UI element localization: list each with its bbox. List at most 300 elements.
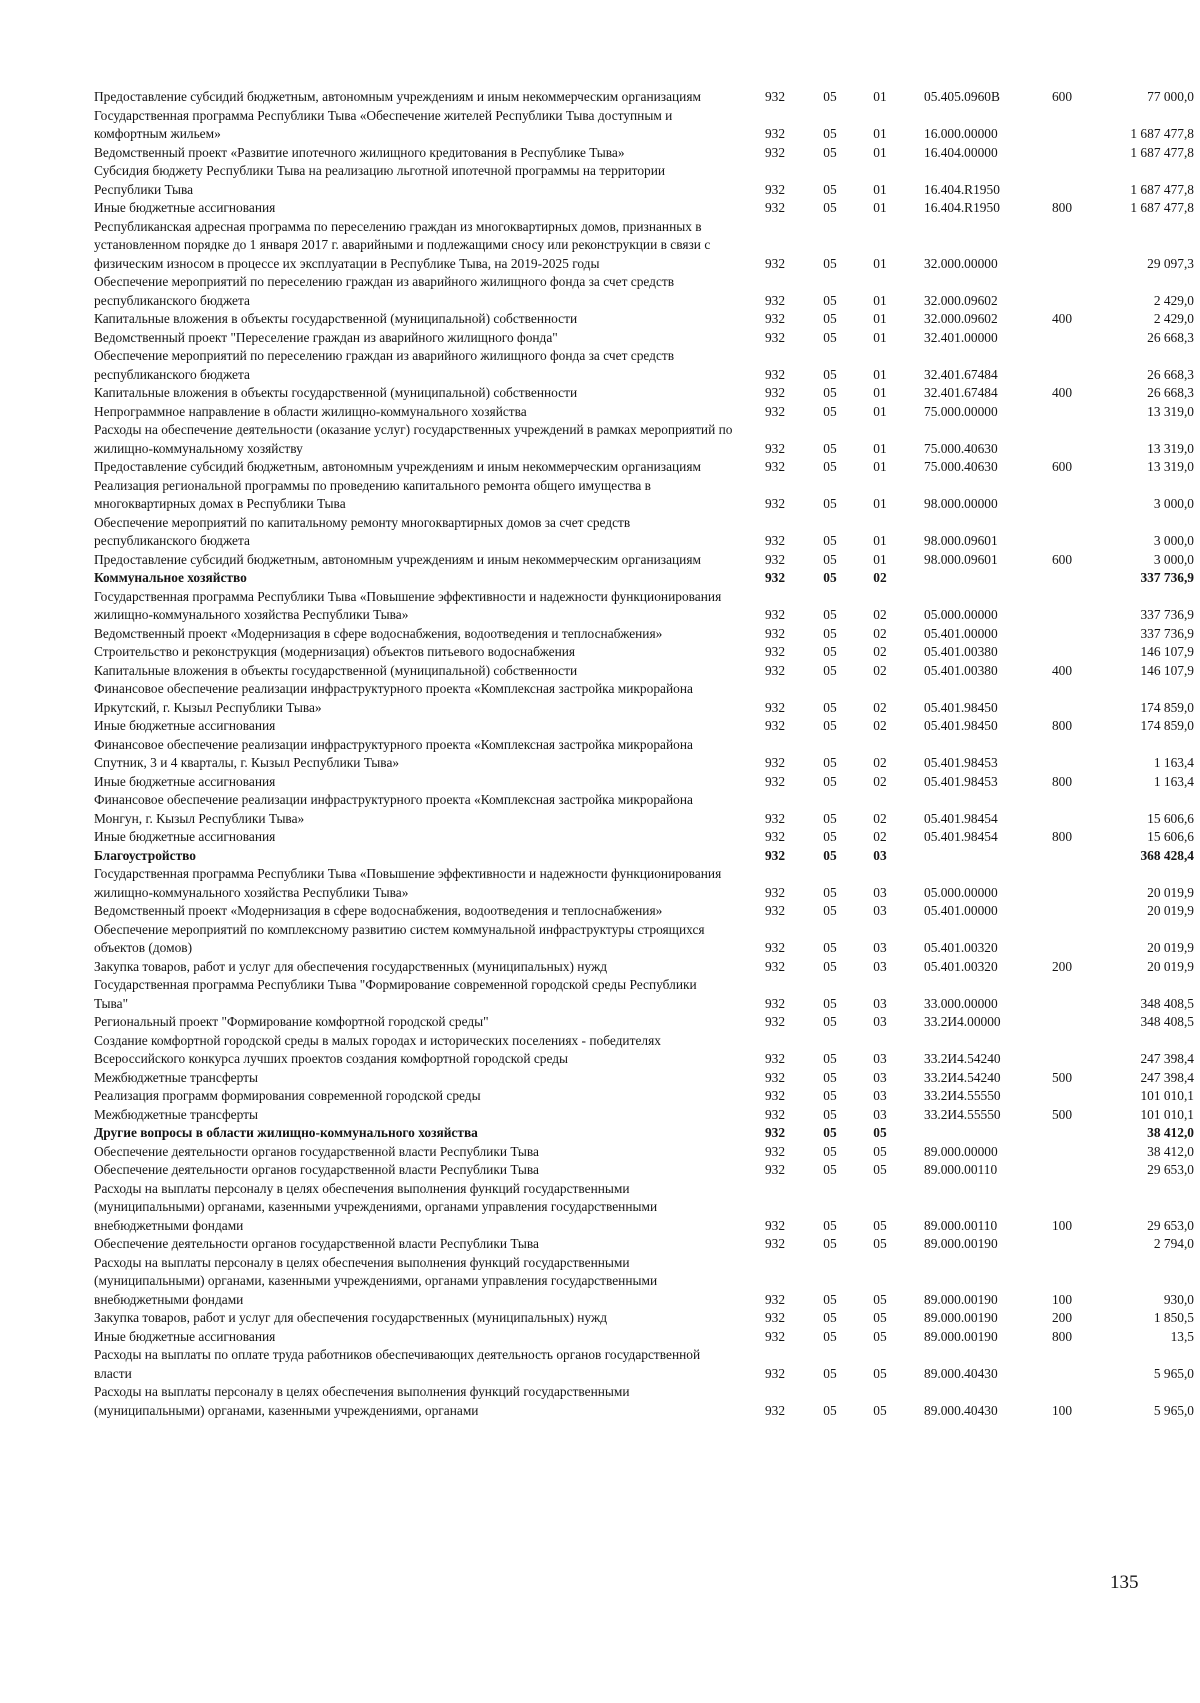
ved-code: 932 (764, 903, 786, 918)
row-name: Субсидия бюджету Республики Тыва на реализацию льготной ипотечной программы на территории Республики Тыва (94, 163, 666, 197)
row-name: Предоставление субсидий бюджетным, автономным учреждениям и иным некоммерческим организациям (94, 89, 701, 104)
subsection-code: 01 (873, 496, 887, 511)
ved-code: 932 (764, 311, 786, 326)
section-code: 05 (823, 1402, 837, 1418)
target-article-code: 16.404.R1950 (924, 181, 1000, 197)
target-article-code: 89.000.00190 (924, 1236, 998, 1251)
expense-type-code (1040, 736, 1084, 773)
table-row (94, 347, 1194, 384)
section-code: 05 (823, 644, 837, 659)
target-article-code: 05.401.00320 (924, 940, 998, 955)
section-code: 05 (823, 496, 837, 511)
amount: 2 429,0 (1153, 311, 1194, 326)
subsection-code: 01 (873, 440, 887, 456)
target-article-code: 33.2И4.54240 (924, 1069, 1001, 1085)
row-name: Финансовое обеспечение реализации инфраструктурного проекта «Комплексная застройка микрорайона Иркутский, г. Кызыл Республики Тыва» (94, 681, 693, 715)
ved-code: 932 (764, 1051, 786, 1066)
section-code: 05 (823, 884, 837, 900)
row-name: Реализация программ формирования современной городской среды (94, 1088, 481, 1103)
target-article-code: 89.000.00190 (924, 1291, 998, 1307)
target-article-code (910, 847, 1040, 866)
row-name: Обеспечение деятельности органов государственной власти Республики Тыва (94, 1162, 539, 1177)
ved-code: 932 (764, 255, 786, 271)
row-name: Обеспечение мероприятий по комплексному развитию систем коммунальной инфраструктуры строящихся объектов (домов) (94, 921, 705, 955)
row-name: Ведомственный проект "Переселение граждан из аварийного жилищного фонда" (94, 329, 558, 345)
amount: 5 965,0 (1153, 1402, 1194, 1418)
expense-type-code (1040, 218, 1084, 274)
table-section-row (94, 847, 1194, 866)
target-article-code: 33.2И4.55550 (924, 1088, 1001, 1103)
target-article-code: 89.000.00110 (924, 1217, 998, 1233)
amount: 29 653,0 (1147, 1217, 1194, 1233)
target-article-code (910, 1124, 1040, 1143)
amount: 930,0 (1163, 1291, 1194, 1307)
row-name: Капитальные вложения в объекты государственной (муниципальной) собственности (94, 311, 578, 326)
amount: 2 794,0 (1153, 1236, 1194, 1251)
table-row (94, 1087, 1194, 1106)
target-article-code: 05.000.00000 (924, 884, 998, 900)
ved-code: 932 (764, 773, 786, 789)
table-row (94, 107, 1194, 144)
section-code: 05 (823, 144, 837, 160)
target-article-code: 89.000.00190 (924, 1310, 998, 1325)
target-article-code: 89.000.00190 (924, 1328, 998, 1344)
section-code: 05 (823, 126, 837, 141)
ved-code: 932 (764, 718, 786, 733)
expense-type-code: 800 (1051, 829, 1073, 844)
table-row (94, 958, 1194, 977)
section-code: 05 (823, 570, 837, 585)
amount: 26 668,3 (1147, 385, 1194, 400)
ved-code: 932 (764, 995, 786, 1011)
expense-type-code: 400 (1051, 311, 1073, 326)
section-code: 05 (823, 1365, 837, 1381)
ved-code: 932 (764, 1088, 786, 1103)
row-name: Ведомственный проект «Развитие ипотечного жилищного кредитования в Республике Тыва» (94, 144, 625, 160)
row-name: Государственная программа Республики Тыва «Обеспечение жителей Республики Тыва доступным и комфортным жильем» (94, 107, 673, 141)
ved-code: 932 (764, 607, 786, 622)
section-code: 05 (823, 1236, 837, 1251)
expense-type-code (1040, 847, 1084, 866)
row-name: Обеспечение мероприятий по переселению граждан из аварийного жилищного фонда за счет средств республиканского бюджета (94, 348, 675, 382)
subsection-code: 02 (873, 829, 887, 844)
section-code: 05 (823, 995, 837, 1011)
table-row (94, 1235, 1194, 1254)
subsection-code: 05 (873, 1143, 887, 1159)
expense-type-code: 100 (1051, 1217, 1073, 1233)
subsection-code: 03 (873, 1088, 887, 1103)
row-name: Государственная программа Республики Тыва «Повышение эффективности и надежности функционирования жилищно-коммунального хозяйства Республики Тыва» (94, 866, 722, 900)
row-name: Финансовое обеспечение реализации инфраструктурного проекта «Комплексная застройка микрорайона Спутник, 3 и 4 кварталы, г. Кызыл Республики Тыва» (94, 736, 693, 770)
table-row (94, 199, 1194, 218)
section-code: 05 (823, 940, 837, 955)
amount: 26 668,3 (1147, 366, 1194, 382)
row-name: Региональный проект "Формирование комфортной городской среды" (94, 1014, 489, 1029)
expense-type-code (1040, 477, 1084, 514)
target-article-code: 05.401.98450 (924, 718, 998, 733)
expense-type-code (1040, 1161, 1084, 1180)
subsection-code: 05 (873, 1328, 887, 1344)
section-code: 05 (823, 1051, 837, 1066)
expense-type-code (1040, 162, 1084, 199)
target-article-code: 05.405.0960В (924, 89, 1000, 104)
subsection-code: 05 (873, 1291, 887, 1307)
ved-code: 932 (764, 1291, 786, 1307)
section-code: 05 (823, 607, 837, 622)
target-article-code: 32.401.67484 (924, 366, 998, 382)
row-name: Коммунальное хозяйство (94, 570, 247, 585)
table-row (94, 477, 1194, 514)
ved-code: 932 (764, 662, 786, 678)
target-article-code: 05.401.00380 (924, 662, 998, 678)
table-row (94, 736, 1194, 773)
ved-code: 932 (764, 1125, 786, 1140)
row-name: Иные бюджетные ассигнования (94, 718, 276, 733)
amount: 13 319,0 (1147, 440, 1194, 456)
table-row (94, 588, 1194, 625)
section-code: 05 (823, 699, 837, 715)
amount: 5 965,0 (1153, 1365, 1194, 1381)
table-row (94, 1180, 1194, 1236)
row-name: Капитальные вложения в объекты государственной (муниципальной) собственности (94, 385, 578, 400)
expense-type-code (1040, 347, 1084, 384)
row-name: Государственная программа Республики Тыва «Повышение эффективности и надежности функционирования жилищно-коммунального хозяйства Республики Тыва» (94, 588, 722, 622)
ved-code: 932 (764, 1143, 786, 1159)
expense-type-code (1040, 1087, 1084, 1106)
subsection-code: 03 (873, 1014, 887, 1029)
subsection-code: 02 (873, 644, 887, 659)
subsection-code: 01 (873, 533, 887, 548)
table-row (94, 88, 1194, 107)
table-section-row (94, 569, 1194, 588)
amount: 13 319,0 (1147, 403, 1194, 419)
subsection-code: 02 (873, 607, 887, 622)
row-name: Расходы на обеспечение деятельности (оказание услуг) государственных учреждений в рамках мероприятий по жилищно-коммунальному хозяйству (94, 422, 733, 456)
subsection-code: 01 (873, 329, 887, 345)
amount: 13 319,0 (1147, 459, 1194, 474)
target-article-code: 33.2И4.55550 (924, 1106, 1001, 1122)
ved-code: 932 (764, 1106, 786, 1122)
row-name: Благоустройство (94, 847, 196, 863)
target-article-code: 33.000.00000 (924, 995, 998, 1011)
ved-code: 932 (764, 533, 786, 548)
budget-table (94, 88, 1194, 1420)
expense-type-code: 600 (1051, 89, 1073, 104)
row-name: Расходы на выплаты персоналу в целях обеспечения выполнения функций государственными (муниципальными) органами, казенными учреждениями, органами управления государственными внебюджетными фондами (94, 1180, 658, 1233)
section-code: 05 (823, 755, 837, 770)
amount: 29 653,0 (1147, 1162, 1194, 1177)
amount: 348 408,5 (1140, 995, 1194, 1011)
table-row (94, 662, 1194, 681)
subsection-code: 02 (873, 810, 887, 826)
section-code: 05 (823, 551, 837, 567)
subsection-code: 03 (873, 1069, 887, 1085)
expense-type-code (1040, 514, 1084, 551)
ved-code: 932 (764, 126, 786, 141)
amount: 337 736,9 (1140, 570, 1194, 585)
target-article-code: 05.401.98453 (924, 755, 998, 770)
row-name: Реализация региональной программы по проведению капитального ремонта общего имущества в многоквартирных домах в Республики Тыва (94, 477, 651, 511)
ved-code: 932 (764, 644, 786, 659)
row-name: Закупка товаров, работ и услуг для обеспечения государственных (муниципальных) нужд (94, 958, 608, 974)
amount: 1 687 477,8 (1130, 126, 1194, 141)
target-article-code: 32.000.09602 (924, 292, 998, 308)
section-code: 05 (823, 533, 837, 548)
expense-type-code (1040, 1235, 1084, 1254)
expense-type-code: 400 (1051, 385, 1073, 400)
target-article-code (910, 569, 1040, 588)
subsection-code: 05 (873, 1125, 887, 1140)
section-code: 05 (823, 329, 837, 345)
subsection-code: 05 (873, 1310, 887, 1325)
section-code: 05 (823, 1069, 837, 1085)
ved-code: 932 (764, 551, 786, 567)
subsection-code: 02 (873, 570, 887, 585)
expense-type-code: 500 (1051, 1106, 1073, 1122)
amount: 337 736,9 (1140, 607, 1194, 622)
ved-code: 932 (764, 292, 786, 308)
target-article-code: 16.000.00000 (924, 126, 998, 141)
subsection-code: 01 (873, 200, 887, 215)
target-article-code: 98.000.00000 (924, 496, 998, 511)
ved-code: 932 (764, 1365, 786, 1381)
target-article-code: 05.000.00000 (924, 607, 998, 622)
row-name: Расходы на выплаты персоналу в целях обеспечения выполнения функций государственными (муниципальными) органами, казенными учреждениями, органами (94, 1384, 630, 1418)
section-code: 05 (823, 385, 837, 400)
amount: 1 687 477,8 (1130, 144, 1194, 160)
amount: 20 019,9 (1147, 903, 1194, 918)
table-row (94, 625, 1194, 644)
section-code: 05 (823, 366, 837, 382)
target-article-code: 05.401.98454 (924, 810, 998, 826)
ved-code: 932 (764, 884, 786, 900)
expense-type-code (1040, 680, 1084, 717)
subsection-code: 01 (873, 181, 887, 197)
section-code: 05 (823, 847, 837, 863)
subsection-code: 03 (873, 1106, 887, 1122)
target-article-code: 05.401.00380 (924, 644, 998, 659)
ved-code: 932 (764, 403, 786, 419)
table-row (94, 384, 1194, 403)
amount: 337 736,9 (1140, 625, 1194, 641)
amount: 13,5 (1170, 1328, 1194, 1344)
target-article-code: 05.401.00320 (924, 958, 998, 974)
ved-code: 932 (764, 570, 786, 585)
subsection-code: 01 (873, 551, 887, 567)
table-row (94, 902, 1194, 921)
amount: 1 850,5 (1153, 1310, 1194, 1325)
target-article-code: 75.000.00000 (924, 403, 998, 419)
expense-type-code (1040, 403, 1084, 422)
section-code: 05 (823, 255, 837, 271)
section-code: 05 (823, 200, 837, 215)
expense-type-code: 600 (1051, 459, 1073, 474)
section-code: 05 (823, 1291, 837, 1307)
row-name: Обеспечение мероприятий по капитальному ремонту многоквартирных домов за счет средств республиканского бюджета (94, 514, 631, 548)
table-row (94, 921, 1194, 958)
amount: 1 163,4 (1153, 755, 1194, 770)
row-name: Межбюджетные трансферты (94, 1069, 258, 1085)
expense-type-code: 600 (1051, 551, 1073, 567)
amount: 368 428,4 (1140, 847, 1194, 863)
table-row (94, 310, 1194, 329)
row-name: Ведомственный проект «Модернизация в сфере водоснабжения, водоотведения и теплоснабжения» (94, 625, 663, 641)
table-row (94, 865, 1194, 902)
section-code: 05 (823, 440, 837, 456)
expense-type-code (1040, 273, 1084, 310)
ved-code: 932 (764, 385, 786, 400)
table-row (94, 976, 1194, 1013)
target-article-code: 32.401.67484 (924, 385, 998, 400)
target-article-code: 75.000.40630 (924, 459, 998, 474)
expense-type-code: 200 (1051, 1310, 1073, 1325)
target-article-code: 89.000.00000 (924, 1143, 998, 1159)
expense-type-code: 400 (1051, 662, 1073, 678)
subsection-code: 01 (873, 403, 887, 419)
ved-code: 932 (764, 625, 786, 641)
table-row (94, 144, 1194, 163)
amount: 174 859,0 (1140, 699, 1194, 715)
expense-type-code (1040, 1032, 1084, 1069)
subsection-code: 01 (873, 366, 887, 382)
section-code: 05 (823, 181, 837, 197)
section-code: 05 (823, 1143, 837, 1159)
table-row (94, 1309, 1194, 1328)
ved-code: 932 (764, 1217, 786, 1233)
subsection-code: 01 (873, 255, 887, 271)
ved-code: 932 (764, 1069, 786, 1085)
amount: 26 668,3 (1147, 329, 1194, 345)
expense-type-code (1040, 569, 1084, 588)
subsection-code: 03 (873, 847, 887, 863)
row-name: Иные бюджетные ассигнования (94, 1328, 276, 1344)
section-code: 05 (823, 403, 837, 419)
expense-type-code (1040, 921, 1084, 958)
expense-type-code: 800 (1051, 773, 1073, 789)
row-name: Финансовое обеспечение реализации инфраструктурного проекта «Комплексная застройка микрорайона Монгун, г. Кызыл Республики Тыва» (94, 792, 693, 826)
table-row (94, 828, 1194, 847)
expense-type-code (1040, 976, 1084, 1013)
ved-code: 932 (764, 1236, 786, 1251)
expense-type-code (1040, 421, 1084, 458)
amount: 348 408,5 (1140, 1014, 1194, 1029)
section-code: 05 (823, 903, 837, 918)
row-name: Ведомственный проект «Модернизация в сфере водоснабжения, водоотведения и теплоснабжения» (94, 903, 663, 918)
expense-type-code (1040, 1346, 1084, 1383)
ved-code: 932 (764, 1402, 786, 1418)
row-name: Создание комфортной городской среды в малых городах и исторических поселениях - победителях Всероссийского конкурса лучших проектов создания комфортной городской среды (94, 1032, 661, 1066)
amount: 146 107,9 (1140, 644, 1194, 659)
target-article-code: 05.401.98454 (924, 829, 998, 844)
table-row (94, 1328, 1194, 1347)
amount: 146 107,9 (1140, 662, 1194, 678)
budget-table-body (94, 88, 1194, 1420)
amount: 3 000,0 (1153, 496, 1194, 511)
ved-code: 932 (764, 366, 786, 382)
table-row (94, 403, 1194, 422)
target-article-code: 89.000.00110 (924, 1162, 998, 1177)
amount: 29 097,3 (1147, 255, 1194, 271)
expense-type-code: 100 (1051, 1291, 1073, 1307)
row-name: Иные бюджетные ассигнования (94, 773, 276, 789)
table-section-row (94, 1124, 1194, 1143)
amount: 247 398,4 (1140, 1051, 1194, 1066)
expense-type-code (1040, 144, 1084, 163)
target-article-code: 32.000.00000 (924, 255, 998, 271)
expense-type-code: 800 (1051, 718, 1073, 733)
expense-type-code: 800 (1051, 200, 1073, 215)
target-article-code: 05.401.00000 (924, 625, 998, 641)
subsection-code: 03 (873, 958, 887, 974)
table-row (94, 1143, 1194, 1162)
table-row (94, 218, 1194, 274)
expense-type-code: 200 (1051, 958, 1073, 974)
subsection-code: 01 (873, 292, 887, 308)
subsection-code: 02 (873, 662, 887, 678)
subsection-code: 05 (873, 1402, 887, 1418)
row-name: Предоставление субсидий бюджетным, автономным учреждениям и иным некоммерческим организациям (94, 551, 701, 567)
ved-code: 932 (764, 496, 786, 511)
row-name: Строительство и реконструкция (модернизация) объектов питьевого водоснабжения (94, 644, 576, 659)
amount: 101 010,1 (1140, 1106, 1194, 1122)
section-code: 05 (823, 459, 837, 474)
row-name: Обеспечение мероприятий по переселению граждан из аварийного жилищного фонда за счет средств республиканского бюджета (94, 274, 675, 308)
table-row (94, 717, 1194, 736)
target-article-code: 32.000.09602 (924, 311, 998, 326)
amount: 174 859,0 (1140, 718, 1194, 733)
amount: 38 412,0 (1147, 1143, 1194, 1159)
row-name: Государственная программа Республики Тыва "Формирование современной городской среды Республики Тыва" (94, 977, 697, 1011)
row-name: Капитальные вложения в объекты государственной (муниципальной) собственности (94, 662, 578, 678)
target-article-code: 16.404.00000 (924, 144, 998, 160)
row-name: Закупка товаров, работ и услуг для обеспечения государственных (муниципальных) нужд (94, 1310, 608, 1325)
table-row (94, 458, 1194, 477)
ved-code: 932 (764, 1310, 786, 1325)
table-row (94, 1013, 1194, 1032)
table-row (94, 514, 1194, 551)
amount: 15 606,6 (1147, 829, 1194, 844)
section-code: 05 (823, 1162, 837, 1177)
expense-type-code (1040, 902, 1084, 921)
ved-code: 932 (764, 699, 786, 715)
table-row (94, 421, 1194, 458)
subsection-code: 05 (873, 1162, 887, 1177)
target-article-code: 05.401.98453 (924, 773, 998, 789)
expense-type-code (1040, 107, 1084, 144)
subsection-code: 03 (873, 1051, 887, 1066)
table-row (94, 1254, 1194, 1310)
amount: 20 019,9 (1147, 958, 1194, 974)
amount: 1 687 477,8 (1130, 181, 1194, 197)
expense-type-code (1040, 588, 1084, 625)
amount: 1 687 477,8 (1130, 200, 1194, 215)
ved-code: 932 (764, 755, 786, 770)
target-article-code: 16.404.R1950 (924, 200, 1000, 215)
amount: 3 000,0 (1153, 551, 1194, 567)
table-row (94, 1032, 1194, 1069)
expense-type-code: 800 (1051, 1328, 1073, 1344)
subsection-code: 01 (873, 385, 887, 400)
ved-code: 932 (764, 144, 786, 160)
expense-type-code (1040, 643, 1084, 662)
row-name: Предоставление субсидий бюджетным, автономным учреждениям и иным некоммерческим организациям (94, 459, 701, 474)
subsection-code: 02 (873, 625, 887, 641)
expense-type-code (1040, 791, 1084, 828)
table-row (94, 1161, 1194, 1180)
amount: 15 606,6 (1147, 810, 1194, 826)
ved-code: 932 (764, 829, 786, 844)
subsection-code: 05 (873, 1217, 887, 1233)
